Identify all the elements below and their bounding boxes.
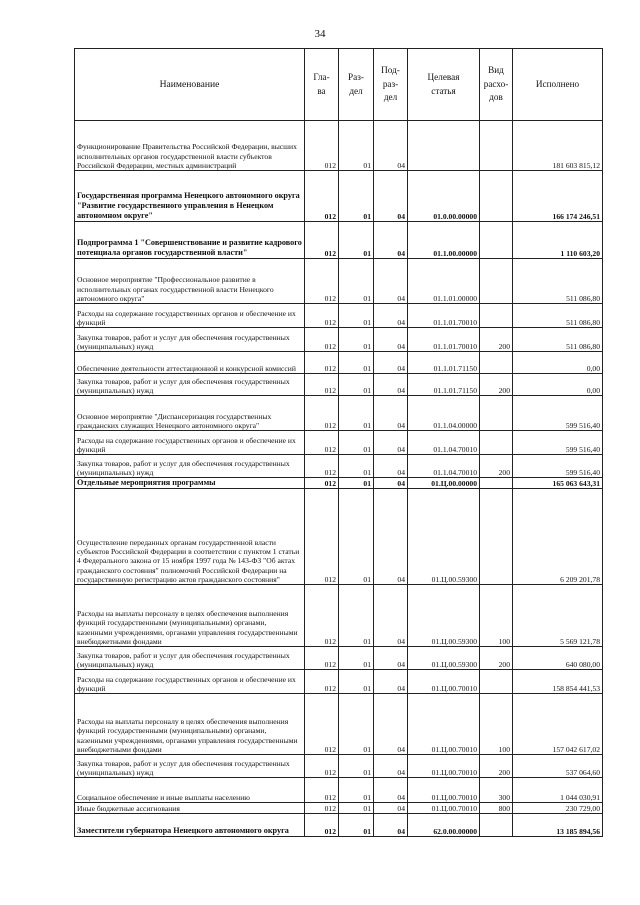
- row-expense-type: [480, 814, 513, 837]
- page-number: 34: [314, 28, 326, 40]
- row-expense-type: [480, 352, 513, 374]
- row-podrazdel: 04: [374, 647, 408, 670]
- row-target-article: 01.1.00.00000: [408, 222, 480, 259]
- row-glava: 012: [305, 304, 339, 328]
- table-row: [75, 396, 603, 431]
- row-glava: 012: [305, 352, 339, 374]
- row-expense-type: 200: [480, 455, 513, 478]
- row-expense-type: [480, 396, 513, 431]
- row-razdel: 01: [339, 694, 374, 755]
- row-expense-type: [480, 222, 513, 259]
- row-razdel: 01: [339, 778, 374, 803]
- row-podrazdel: 04: [374, 222, 408, 259]
- row-executed: 0,00: [513, 374, 603, 396]
- row-name: Отдельные мероприятия программы: [75, 478, 305, 489]
- row-name: Социальное обеспечение и иные выплаты населению: [75, 778, 305, 803]
- row-podrazdel: 04: [374, 755, 408, 778]
- row-glava: 012: [305, 647, 339, 670]
- row-glava: 012: [305, 328, 339, 352]
- row-razdel: 01: [339, 259, 374, 304]
- row-name: Основное мероприятие "Профессиональное развитие в исполнительных органах государственной власти Ненецкого автономного округа": [75, 259, 305, 304]
- row-executed: 13 185 894,56: [513, 814, 603, 837]
- row-expense-type: [480, 121, 513, 171]
- row-name: Закупка товаров, работ и услуг для обеспечения государственных (муниципальных) нужд: [75, 755, 305, 778]
- row-expense-type: [480, 489, 513, 585]
- row-name: Расходы на содержание государственных органов и обеспечение их функций: [75, 670, 305, 694]
- row-podrazdel: 04: [374, 694, 408, 755]
- row-target-article: 01.Ц.00.70010: [408, 755, 480, 778]
- header-name: Наименование: [75, 49, 305, 121]
- row-target-article: 01.Ц.00.70010: [408, 670, 480, 694]
- table-row: [75, 328, 603, 352]
- table-header-row: [75, 49, 603, 121]
- row-executed: 1 110 603,20: [513, 222, 603, 259]
- row-glava: 012: [305, 455, 339, 478]
- row-target-article: 01.1.01.70010: [408, 304, 480, 328]
- header-target-article: Целевая статья: [408, 49, 480, 121]
- row-target-article: 01.1.01.71150: [408, 374, 480, 396]
- row-glava: 012: [305, 478, 339, 489]
- row-target-article: 01.Ц.00.59300: [408, 489, 480, 585]
- row-executed: 0,00: [513, 352, 603, 374]
- row-glava: 012: [305, 431, 339, 455]
- row-target-article: 01.1.04.70010: [408, 431, 480, 455]
- row-podrazdel: 04: [374, 328, 408, 352]
- row-podrazdel: 04: [374, 374, 408, 396]
- budget-table: [74, 48, 602, 837]
- table-row: [75, 455, 603, 478]
- table-row: [75, 478, 603, 489]
- row-name: Расходы на содержание государственных органов и обеспечение их функций: [75, 304, 305, 328]
- row-target-article: 01.Ц.00.00000: [408, 478, 480, 489]
- row-glava: 012: [305, 694, 339, 755]
- table-row: [75, 489, 603, 585]
- row-expense-type: 200: [480, 647, 513, 670]
- row-executed: 166 174 246,51: [513, 171, 603, 222]
- row-expense-type: [480, 478, 513, 489]
- row-glava: 012: [305, 121, 339, 171]
- row-executed: 511 086,80: [513, 328, 603, 352]
- row-expense-type: 800: [480, 803, 513, 814]
- table-body: [75, 121, 603, 837]
- row-glava: 012: [305, 374, 339, 396]
- header-glava: Гла- ва: [305, 49, 339, 121]
- row-glava: 012: [305, 755, 339, 778]
- row-executed: 181 603 815,12: [513, 121, 603, 171]
- row-name: Расходы на содержание государственных органов и обеспечение их функций: [75, 431, 305, 455]
- row-expense-type: [480, 431, 513, 455]
- row-razdel: 01: [339, 755, 374, 778]
- row-podrazdel: 04: [374, 121, 408, 171]
- header-podrazdel: Под- раз- дел: [374, 49, 408, 121]
- row-glava: 012: [305, 396, 339, 431]
- header-expense-type: Вид расхо- дов: [480, 49, 513, 121]
- table-row: [75, 694, 603, 755]
- row-name: Осуществление переданных органам государственной власти субъектов Российской Федерации в соответствии с пунктом 1 статьи 4 Федерального закона от 15 ноября 1997 года № 143-ФЗ "Об актах гражданского состояния" полномочий Российской Федерации на государственную регистрацию актов гражданского состояния": [75, 489, 305, 585]
- row-target-article: [408, 121, 480, 171]
- row-executed: 158 854 441,53: [513, 670, 603, 694]
- row-name: Функционирование Правительства Российской Федерации, высших исполнительных органов государственной власти субъектов Российской Федерации, местных администраций: [75, 121, 305, 171]
- row-executed: 5 569 121,78: [513, 585, 603, 647]
- row-target-article: 01.1.04.70010: [408, 455, 480, 478]
- table-row: [75, 814, 603, 837]
- row-podrazdel: 04: [374, 259, 408, 304]
- row-podrazdel: 04: [374, 396, 408, 431]
- table-row: [75, 374, 603, 396]
- row-glava: 012: [305, 778, 339, 803]
- row-name: Расходы на выплаты персоналу в целях обеспечения выполнения функций государственными (муниципальными) органами, казенными учреждениями, органами управления государственными внебюджетными фондами: [75, 585, 305, 647]
- row-podrazdel: 04: [374, 478, 408, 489]
- row-razdel: 01: [339, 431, 374, 455]
- row-glava: 012: [305, 803, 339, 814]
- row-name: Закупка товаров, работ и услуг для обеспечения государственных (муниципальных) нужд: [75, 647, 305, 670]
- header-executed: Исполнено: [513, 49, 603, 121]
- table-row: [75, 431, 603, 455]
- row-glava: 012: [305, 670, 339, 694]
- table-row: [75, 171, 603, 222]
- row-expense-type: 100: [480, 694, 513, 755]
- row-razdel: 01: [339, 814, 374, 837]
- row-target-article: 01.0.00.00000: [408, 171, 480, 222]
- row-razdel: 01: [339, 670, 374, 694]
- row-razdel: 01: [339, 352, 374, 374]
- row-target-article: 01.1.01.00000: [408, 259, 480, 304]
- row-target-article: 01.1.01.70010: [408, 328, 480, 352]
- row-expense-type: [480, 171, 513, 222]
- table-row: [75, 352, 603, 374]
- row-expense-type: [480, 259, 513, 304]
- row-podrazdel: 04: [374, 455, 408, 478]
- row-executed: 599 516,40: [513, 396, 603, 431]
- row-podrazdel: 04: [374, 171, 408, 222]
- row-expense-type: 300: [480, 778, 513, 803]
- row-executed: 511 086,80: [513, 304, 603, 328]
- row-podrazdel: 04: [374, 304, 408, 328]
- table-row: [75, 259, 603, 304]
- table-row: [75, 755, 603, 778]
- row-executed: 230 729,00: [513, 803, 603, 814]
- row-razdel: 01: [339, 478, 374, 489]
- row-target-article: 01.1.01.71150: [408, 352, 480, 374]
- row-razdel: 01: [339, 304, 374, 328]
- table-row: [75, 778, 603, 803]
- row-podrazdel: 04: [374, 803, 408, 814]
- row-razdel: 01: [339, 647, 374, 670]
- row-executed: 599 516,40: [513, 455, 603, 478]
- row-razdel: 01: [339, 455, 374, 478]
- row-glava: 012: [305, 489, 339, 585]
- row-razdel: 01: [339, 374, 374, 396]
- row-name: Закупка товаров, работ и услуг для обеспечения государственных (муниципальных) нужд: [75, 328, 305, 352]
- row-glava: 012: [305, 171, 339, 222]
- row-razdel: 01: [339, 222, 374, 259]
- row-podrazdel: 04: [374, 352, 408, 374]
- row-name: Закупка товаров, работ и услуг для обеспечения государственных (муниципальных) нужд: [75, 455, 305, 478]
- row-glava: 012: [305, 585, 339, 647]
- row-expense-type: [480, 670, 513, 694]
- table-row: [75, 647, 603, 670]
- row-executed: 157 042 617,02: [513, 694, 603, 755]
- row-expense-type: [480, 304, 513, 328]
- row-target-article: 01.Ц.00.70010: [408, 803, 480, 814]
- row-executed: 599 516,40: [513, 431, 603, 455]
- row-target-article: 62.0.00.00000: [408, 814, 480, 837]
- table-row: [75, 585, 603, 647]
- row-executed: 640 080,00: [513, 647, 603, 670]
- row-razdel: 01: [339, 396, 374, 431]
- row-executed: 1 044 030,91: [513, 778, 603, 803]
- row-glava: 012: [305, 222, 339, 259]
- row-target-article: 01.Ц.00.70010: [408, 778, 480, 803]
- row-name: Иные бюджетные ассигнования: [75, 803, 305, 814]
- table-row: [75, 670, 603, 694]
- row-target-article: 01.1.04.00000: [408, 396, 480, 431]
- row-expense-type: 200: [480, 374, 513, 396]
- row-podrazdel: 04: [374, 585, 408, 647]
- row-glava: 012: [305, 814, 339, 837]
- row-razdel: 01: [339, 489, 374, 585]
- row-razdel: 01: [339, 171, 374, 222]
- row-executed: 537 064,60: [513, 755, 603, 778]
- row-podrazdel: 04: [374, 670, 408, 694]
- table-row: [75, 803, 603, 814]
- row-name: Заместители губернатора Ненецкого автономного округа: [75, 814, 305, 837]
- row-executed: 511 086,80: [513, 259, 603, 304]
- row-expense-type: 100: [480, 585, 513, 647]
- table-row: [75, 121, 603, 171]
- row-razdel: 01: [339, 121, 374, 171]
- row-glava: 012: [305, 259, 339, 304]
- row-target-article: 01.Ц.00.70010: [408, 694, 480, 755]
- row-razdel: 01: [339, 328, 374, 352]
- row-name: Закупка товаров, работ и услуг для обеспечения государственных (муниципальных) нужд: [75, 374, 305, 396]
- row-razdel: 01: [339, 803, 374, 814]
- row-name: Основное мероприятие "Диспансеризация государственных гражданских служащих Ненецкого автономного округа": [75, 396, 305, 431]
- row-podrazdel: 04: [374, 778, 408, 803]
- row-name: Подпрограмма 1 "Совершенствование и развитие кадрового потенциала органов государственной власти": [75, 222, 305, 259]
- row-executed: 165 063 643,31: [513, 478, 603, 489]
- table-row: [75, 304, 603, 328]
- row-razdel: 01: [339, 585, 374, 647]
- row-podrazdel: 04: [374, 431, 408, 455]
- row-name: Государственная программа Ненецкого автономного округа "Развитие государственного управления в Ненецком автономном округе": [75, 171, 305, 222]
- header-razdel: Раз- дел: [339, 49, 374, 121]
- row-podrazdel: 04: [374, 814, 408, 837]
- row-executed: 6 209 201,78: [513, 489, 603, 585]
- table-row: [75, 222, 603, 259]
- row-target-article: 01.Ц.00.59300: [408, 647, 480, 670]
- row-expense-type: 200: [480, 328, 513, 352]
- row-name: Обеспечение деятельности аттестационной и конкурсной комиссий: [75, 352, 305, 374]
- row-expense-type: 200: [480, 755, 513, 778]
- row-podrazdel: 04: [374, 489, 408, 585]
- row-name: Расходы на выплаты персоналу в целях обеспечения выполнения функций государственными (муниципальными) органами, казенными учреждениями, органами управления государственными внебюджетными фондами: [75, 694, 305, 755]
- row-target-article: 01.Ц.00.59300: [408, 585, 480, 647]
